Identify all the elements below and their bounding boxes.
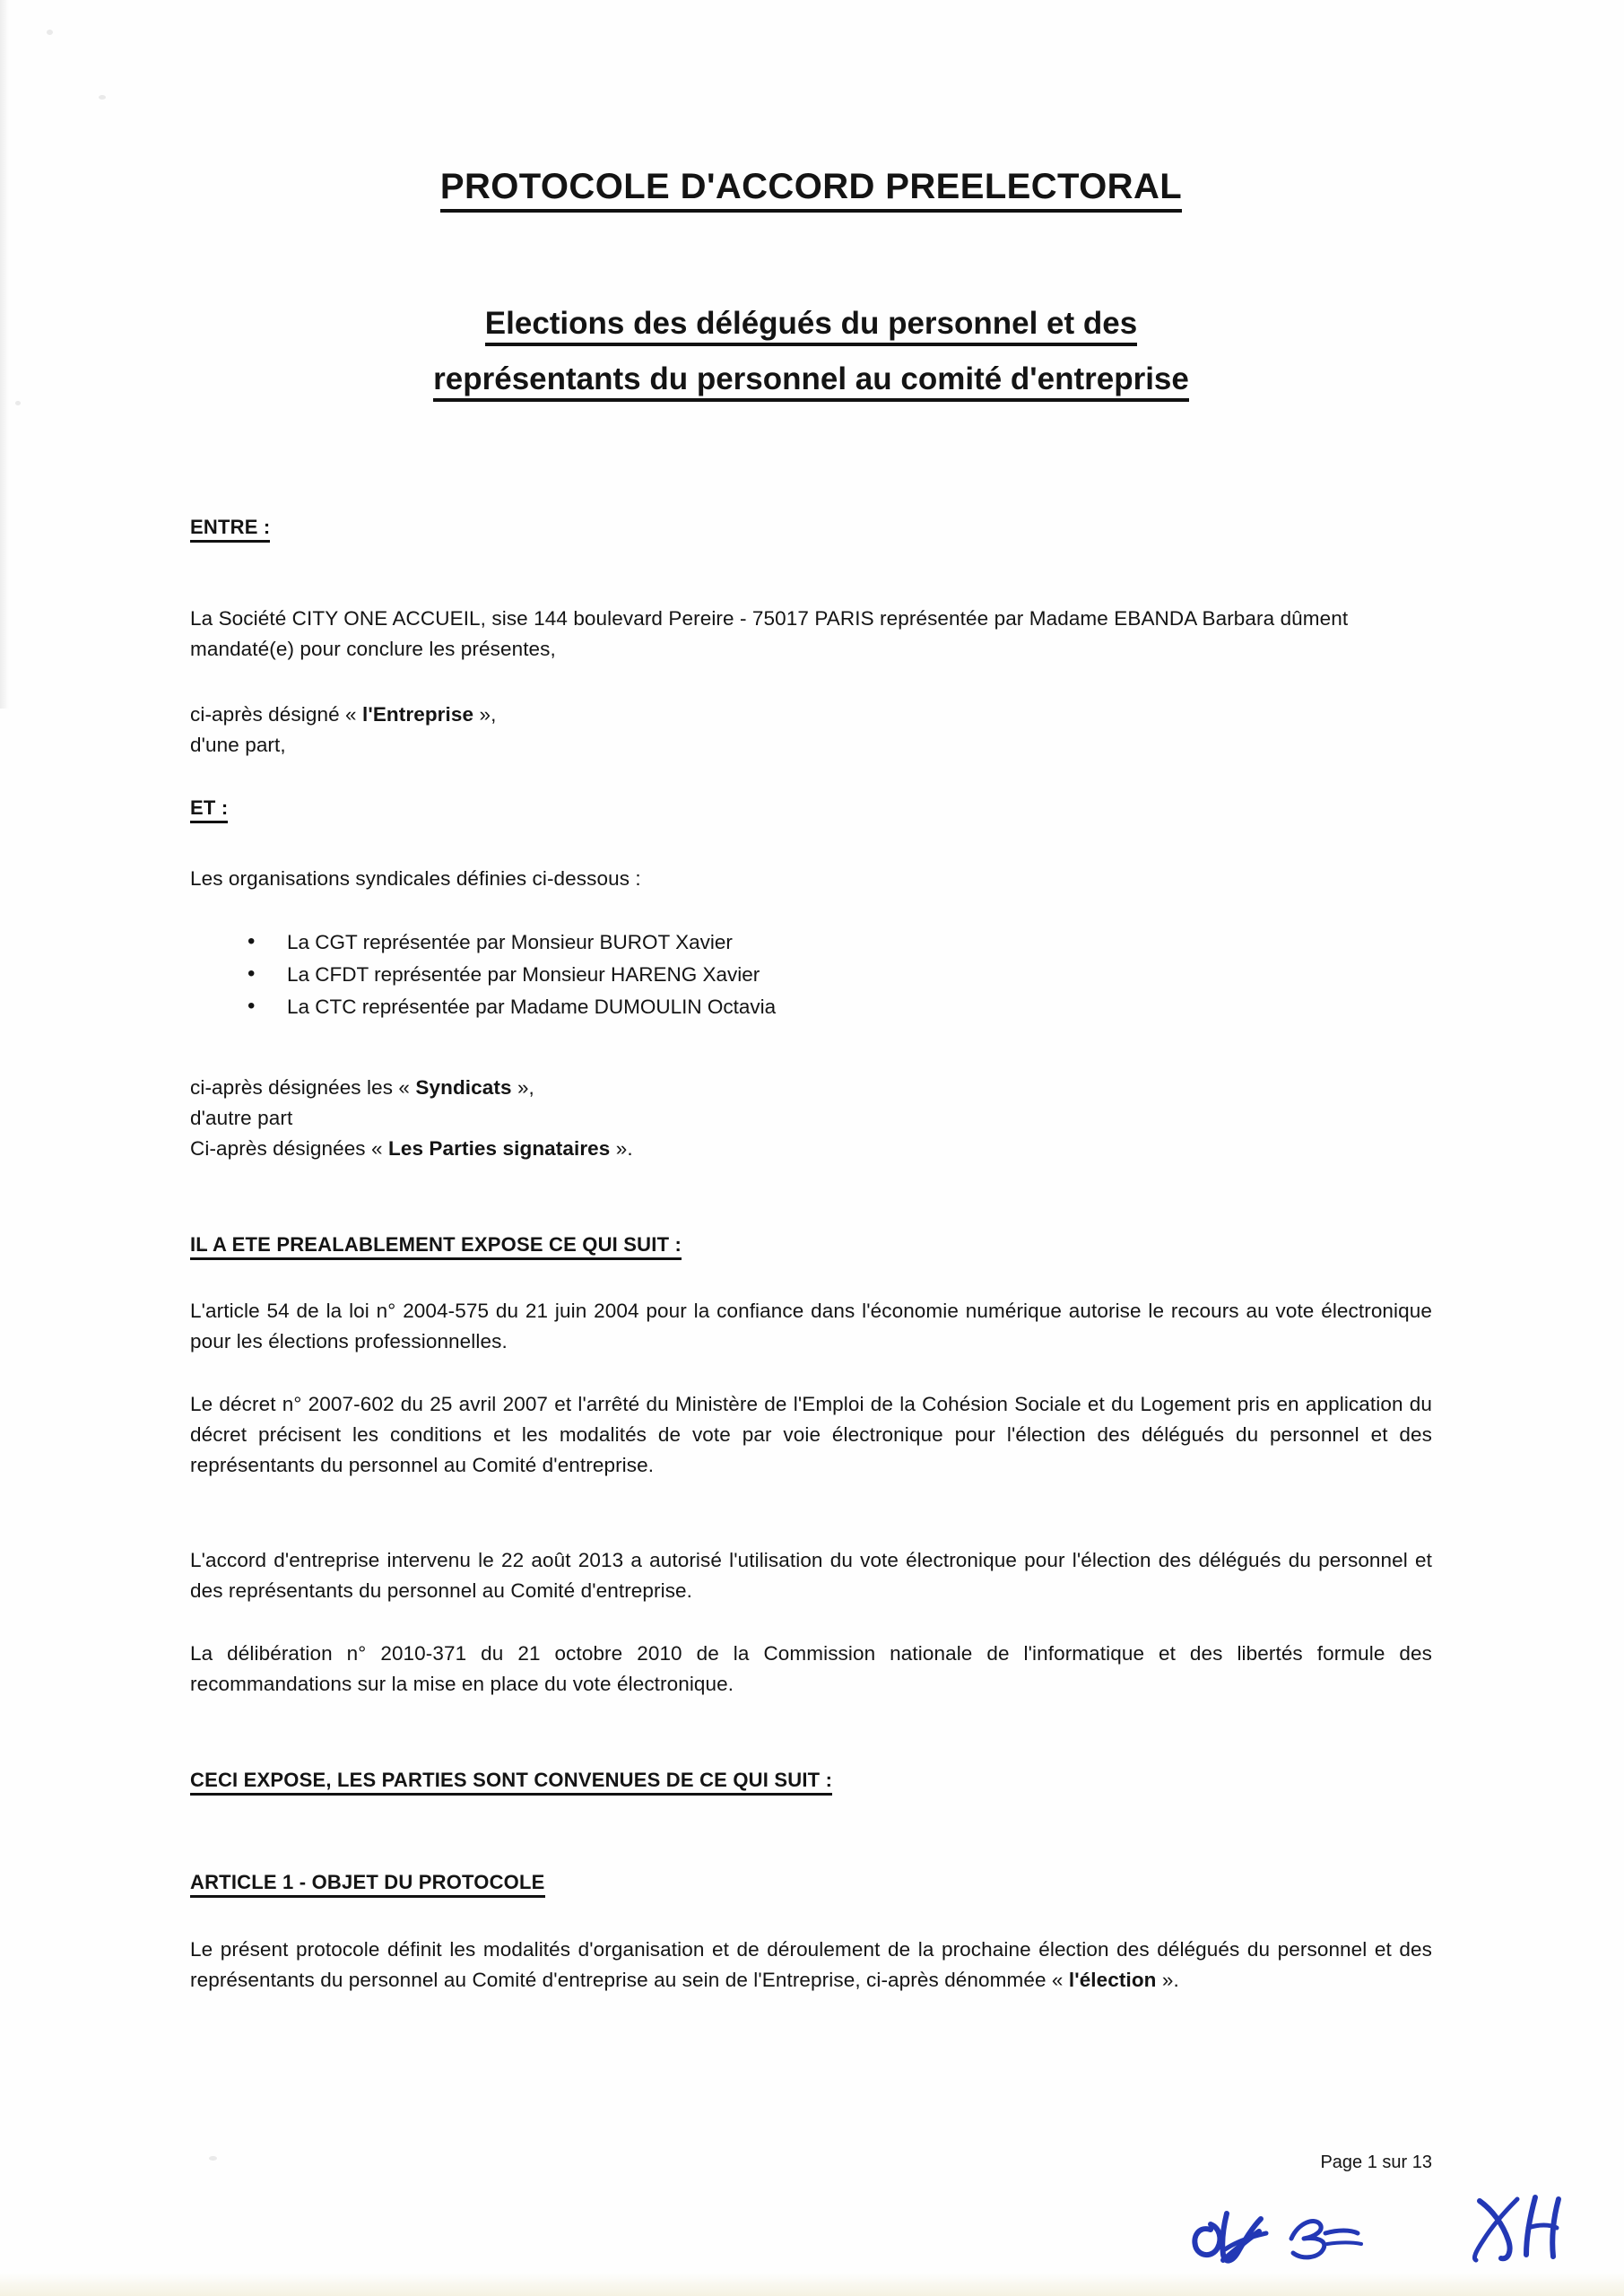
syndicats-intro-block [190,864,1432,894]
scan-speckle [15,401,21,405]
page-number-label: Page 1 sur 13 [1320,2152,1432,2172]
parties-designation-term: Les Parties signataires [387,1137,611,1160]
syndicats-designation-suffix: », [511,1076,534,1099]
entre-paragraph-block [190,604,1432,665]
page-title-text: PROTOCOLE D'ACCORD PREELECTORAL [440,167,1182,213]
syndicats-designation-term: Syndicats [415,1076,512,1099]
entreprise-designation-term: l'Entreprise [362,703,474,726]
union-name: La CGT représentée par Monsieur BUROT Xavier [287,931,733,953]
syndicats-intro: Les organisations syndicales définies ci-dessous : [190,867,641,890]
expose-paragraph-4: La délibération n° 2010-371 du 21 octobre 2010 de la Commission nationale de l'informatique et des libertés formule des recommandations sur la mise en place du vote électronique. [190,1642,1432,1695]
article1-text-prefix: Le présent protocole définit les modalités d'organisation et de déroulement de la prochaine élection des délégués du personnel et des représentants du personnel au Comité d'entreprise au sein de l'Entreprise, ci-après dénommée « [190,1938,1432,1991]
article1-heading [190,1871,1432,1894]
list-item [190,959,1432,991]
scan-speckle [99,95,106,100]
syndicats-designation-prefix: ci-après désignées les « [190,1076,416,1099]
entre-heading [190,516,1432,539]
expose-paragraph-2-block [190,1389,1432,1481]
parties-designation-prefix: Ci-après désignées « [190,1137,388,1160]
expose-paragraph-3: L'accord d'entreprise intervenu le 22 août 2013 a autorisé l'utilisation du vote électronique pour l'élection des délégués du personnel et des représentants du personnel au Comité d'entreprise. [190,1549,1432,1602]
article1-heading-text: ARTICLE 1 - OBJET DU PROTOCOLE [190,1871,545,1898]
entreprise-designation-prefix: ci-après désigné « [190,703,363,726]
ceci-expose-heading-text: CECI EXPOSE, LES PARTIES SONT CONVENUES DE CE QUI SUIT : [190,1769,832,1796]
signature-group [1184,2187,1596,2294]
expose-paragraph-1: L'article 54 de la loi n° 2004-575 du 21 juin 2004 pour la confiance dans l'économie numérique autorise le recours au vote électronique pour les élections professionnelles. [190,1300,1432,1352]
union-list [190,926,1432,1023]
autre-part-text: d'autre part [190,1107,293,1129]
page-subtitle-line1: Elections des délégués du personnel et des [485,306,1137,346]
expose-heading-text: IL A ETE PREALABLEMENT EXPOSE CE QUI SUIT : [190,1233,682,1260]
union-name: La CTC représentée par Madame DUMOULIN Octavia [287,996,777,1018]
ceci-expose-heading [190,1769,1432,1792]
union-name: La CFDT représentée par Monsieur HARENG Xavier [287,963,760,986]
expose-paragraph-3-block [190,1545,1432,1606]
page-subtitle [190,296,1432,407]
une-part-text: d'une part, [190,734,286,756]
parties-designation-block [190,1073,1432,1164]
expose-paragraph-2: Le décret n° 2007-602 du 25 avril 2007 et l'arrêté du Ministère de l'Emploi de la Cohésion Sociale et du Logement pris en application du décret précisent les conditions et les modalités de vote par voie électronique pour l'élection des délégués du personnel et des représentants du personnel au Comité d'entreprise. [190,1393,1432,1476]
signature-initial-1 [1194,2213,1266,2261]
article1-term: l'élection [1068,1969,1157,1991]
scan-speckle [47,30,53,35]
et-heading [190,796,1432,820]
signature-initial-2 [1291,2222,1361,2257]
entreprise-designation-suffix: », [473,703,497,726]
expose-heading [190,1233,1432,1257]
parties-designation-suffix: ». [610,1137,633,1160]
entreprise-designation [190,700,1432,730]
page-title [190,167,1432,207]
parties-designation [190,1134,1432,1164]
entreprise-designation-block [190,700,1432,761]
entre-paragraph: La Société CITY ONE ACCUEIL, sise 144 boulevard Pereire - 75017 PARIS représentée par Madame EBANDA Barbara dûment mandaté(e) pour conclure les présentes, [190,607,1349,660]
expose-paragraph-4-block [190,1639,1432,1700]
syndicats-designation [190,1073,1432,1103]
signature-initial-3 [1474,2197,1559,2260]
expose-paragraph-1-block [190,1296,1432,1357]
page-subtitle-line2: représentants du personnel au comité d'entreprise [433,361,1189,402]
list-item [190,926,1432,959]
entre-heading-text: ENTRE : [190,516,270,543]
article1-text-suffix: ». [1156,1969,1179,1991]
article1-paragraph [190,1935,1432,1996]
scan-edge-shadow [0,0,9,709]
list-item [190,991,1432,1023]
et-heading-text: ET : [190,796,228,823]
page-footer [190,2152,1432,2173]
article1-paragraph-block [190,1935,1432,1996]
